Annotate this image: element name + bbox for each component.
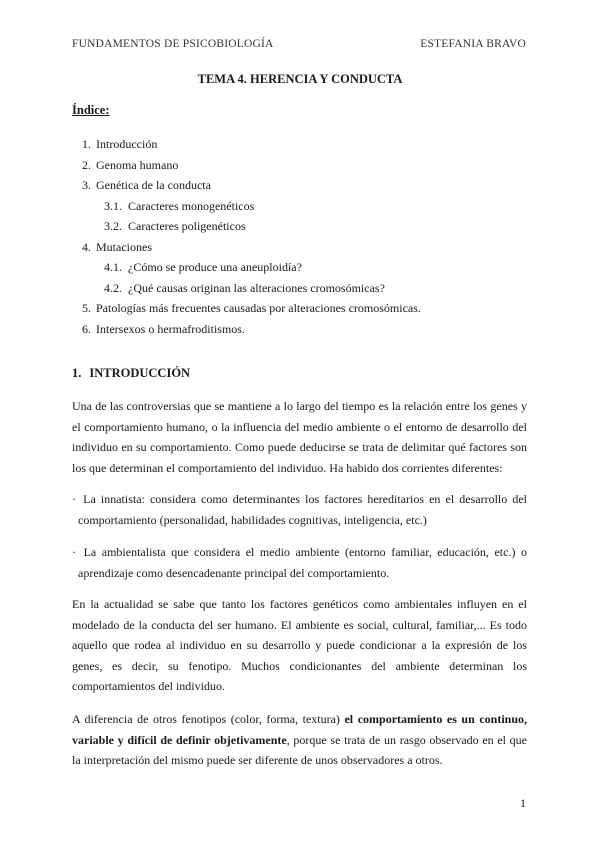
toc-item-label: Intersexos o hermafroditismos. — [96, 321, 245, 336]
genes-environment-paragraph: En la actualidad se sabe que tanto los factores genéticos como ambientales influyen en el modelado de la conducta del ser humano. El ambiente es social, cultural, familiar,... Es todo aquello que rodea al individuo en su desarrollo y puede condicionar a la expresión de los genes, es decir, su fenotipo. Muchos condicionantes del ambiente determinan los comportamientos del individuo. — [72, 597, 527, 693]
toc-subitem — [72, 216, 532, 237]
toc-item-label: Genética de la conducta — [96, 178, 211, 192]
toc-subitem — [72, 278, 532, 299]
toc-item-label: Caracteres poligenéticos — [128, 219, 246, 233]
toc-subitem — [72, 257, 532, 278]
toc-subitem — [72, 196, 532, 217]
toc-item-label: Caracteres monogenéticos — [128, 198, 255, 213]
behavior-paragraph — [72, 709, 527, 771]
toc-item-number: 3. — [82, 178, 91, 192]
toc-item-number: 3.2. — [104, 219, 122, 233]
bullet-innatista: · La innatista: considera como determinantes los factores hereditarios en el desarrollo del comportamiento (personalidad, habilidades cognitivas, inteligencia, etc.) — [72, 492, 528, 527]
section-heading — [72, 366, 190, 381]
toc-item-number: 4.1. — [104, 260, 122, 274]
paragraph-text: A diferencia de otros fenotipos (color, forma, textura) — [72, 712, 345, 726]
toc-item — [72, 175, 532, 196]
bullet-text: La ambientalista que considera el medio ambiente (entorno familiar, educación, etc.) o aprendizaje como desencadenante principal del comportamiento. — [78, 545, 527, 580]
document-title: TEMA 4. HERENCIA Y CONDUCTA — [197, 72, 403, 86]
running-header-course: FUNDAMENTOS DE PSICOBIOLOGÍA — [72, 38, 274, 50]
running-header-author: ESTEFANIA BRAVO — [420, 38, 526, 50]
toc-item-number: 4.2. — [104, 280, 122, 295]
table-of-contents — [72, 134, 532, 339]
bullet-ambientalista: · La ambientalista que considera el medio ambiente (entorno familiar, educación, etc.) o aprendizaje como desencadenante principal del comportamiento. — [72, 545, 527, 580]
toc-item-label: ¿Qué causas originan las alteraciones cromosómicas? — [128, 280, 385, 295]
toc-item-label: ¿Cómo se produce una aneuploidía? — [128, 260, 302, 274]
toc-item-label: Patologías más frecuentes causadas por alteraciones cromosómicas. — [96, 301, 421, 315]
toc-item — [72, 298, 532, 319]
toc-item — [72, 134, 532, 155]
toc-item — [72, 237, 532, 258]
toc-item-number: 1. — [82, 137, 91, 151]
toc-item-label: Introducción — [96, 137, 158, 151]
emphasis-text: el comportamiento es un continuo, variable y difícil de definir objetivamente — [72, 712, 528, 747]
toc-item-label: Genoma humano — [96, 157, 179, 172]
paragraph-text: , porque se trata de un rasgo observado en el que la interpretación del mismo puede ser diferente de unos observadores a otros. — [72, 732, 527, 767]
index-heading: Índice: — [72, 103, 110, 117]
toc-item-number: 2. — [82, 157, 91, 172]
toc-item-label: Mutaciones — [96, 239, 152, 254]
toc-item — [72, 319, 532, 340]
section-title: INTRODUCCIÓN — [89, 366, 191, 380]
intro-paragraph: Una de las controversias que se mantiene a lo largo del tiempo es la relación entre los genes y el comportamiento humano, o la influencia del medio ambiente o el entorno de desarrollo del individuo en su comportamiento. Como puede deducirse se trata de delimitar qué factores son los que determinan el comportamiento del individuo. Ha habido dos corrientes diferentes: — [72, 399, 527, 475]
toc-item-number: 6. — [82, 321, 91, 336]
toc-item-number: 3.1. — [104, 198, 122, 213]
section-number: 1. — [72, 366, 82, 380]
page-number: 1 — [520, 796, 526, 810]
toc-item-number: 5. — [82, 301, 91, 315]
toc-item — [72, 155, 532, 176]
bullet-text: La innatista: considera como determinantes los factores hereditarios en el desarrollo del comportamiento (personalidad, habilidades cognitivas, inteligencia, etc.) — [78, 492, 528, 527]
toc-item-number: 4. — [82, 239, 91, 254]
